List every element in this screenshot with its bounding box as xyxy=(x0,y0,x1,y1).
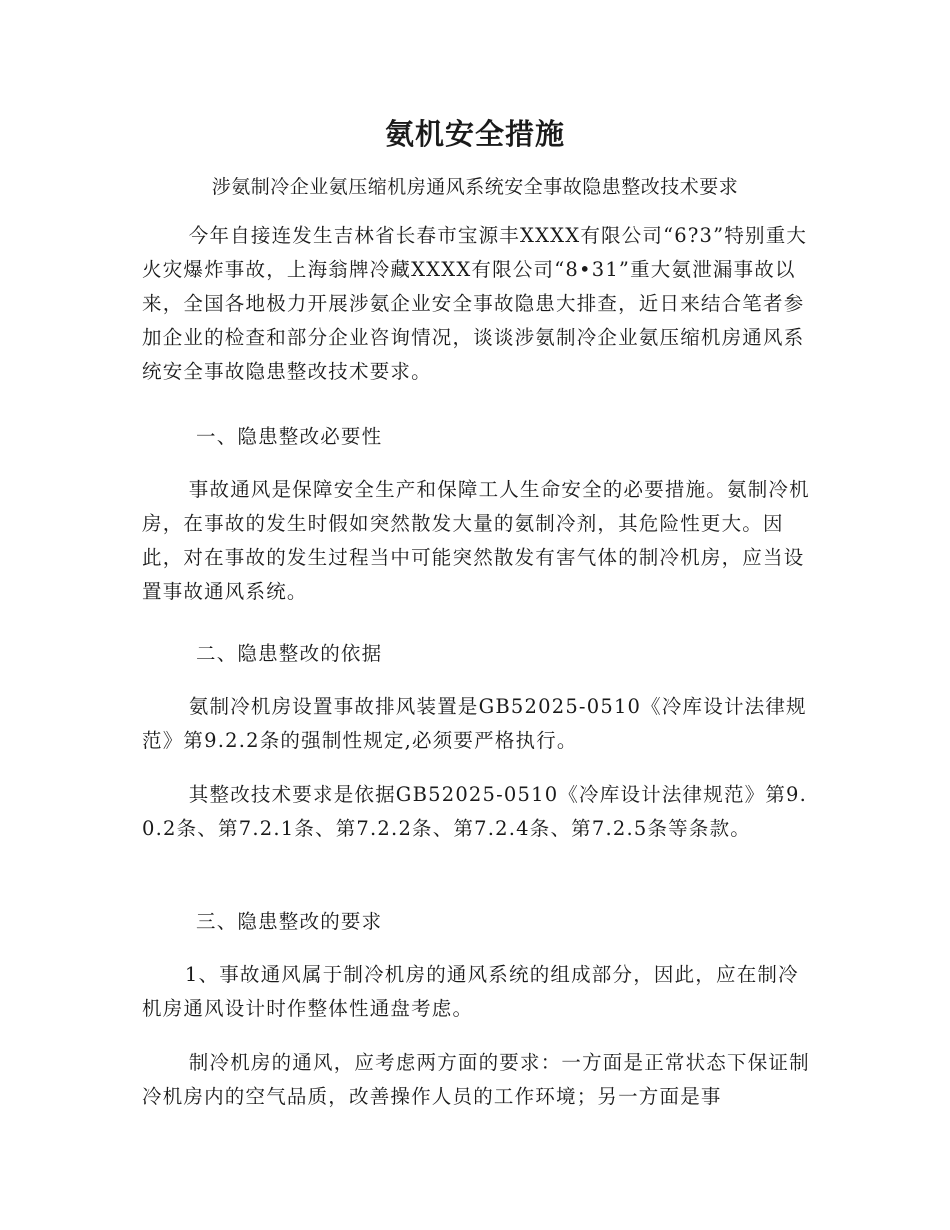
paragraph-requirement-2: 制冷机房的通风，应考虑两方面的要求：一方面是正常状态下保证制冷机房内的空气品质，改善操作人员的工作环境；另一方面是事 xyxy=(142,1051,810,1108)
section-heading-requirements: 三、隐患整改的要求 xyxy=(196,910,383,933)
section-heading-basis: 二、隐患整改的依据 xyxy=(196,642,383,665)
paragraph-requirement-1: 1、事故通风属于制冷机房的通风系统的组成部分，因此，应在制冷机房通风设计时作整体性通盘考虑。 xyxy=(142,963,799,1020)
paragraph-basis-1: 氨制冷机房设置事故排风装置是GB52025-0510《冷库设计法律规范》第9.2.2条的强制性规定,必须要严格执行。 xyxy=(142,695,807,752)
document-subtitle: 涉氨制冷企业氨压缩机房通风系统安全事故隐患整改技术要求 xyxy=(211,176,739,198)
document-title: 氨机安全措施 xyxy=(384,117,565,151)
paragraph-necessity: 事故通风是保障安全生产和保障工人生命安全的必要措施。氨制冷机房，在事故的发生时假如突然散发大量的氨制冷剂，其危险性更大。因此，对在事故的发生过程当中可能突然散发有害气体的制冷机房，应当设置事故通风系统。 xyxy=(142,478,810,603)
paragraph-basis-2: 其整改技术要求是依据GB52025-0510《冷库设计法律规范》第9.0.2条、第7.2.1条、第7.2.2条、第7.2.4条、第7.2.5条等条款。 xyxy=(142,783,808,840)
section-heading-necessity: 一、隐患整改必要性 xyxy=(196,425,383,448)
paragraph-intro: 今年自接连发生吉林省长春市宝源丰XXXX有限公司“6?3”特别重大火灾爆炸事故，上海翁牌冷藏XXXX有限公司“8•31”重大氨泄漏事故以来，全国各地极力开展涉氨企业安全事故隐患大排查，近日来结合笔者参加企业的检查和部分企业咨询情况，谈谈涉氨制冷企业氨压缩机房通风系统安全事故隐患整改技术要求。 xyxy=(142,224,808,383)
